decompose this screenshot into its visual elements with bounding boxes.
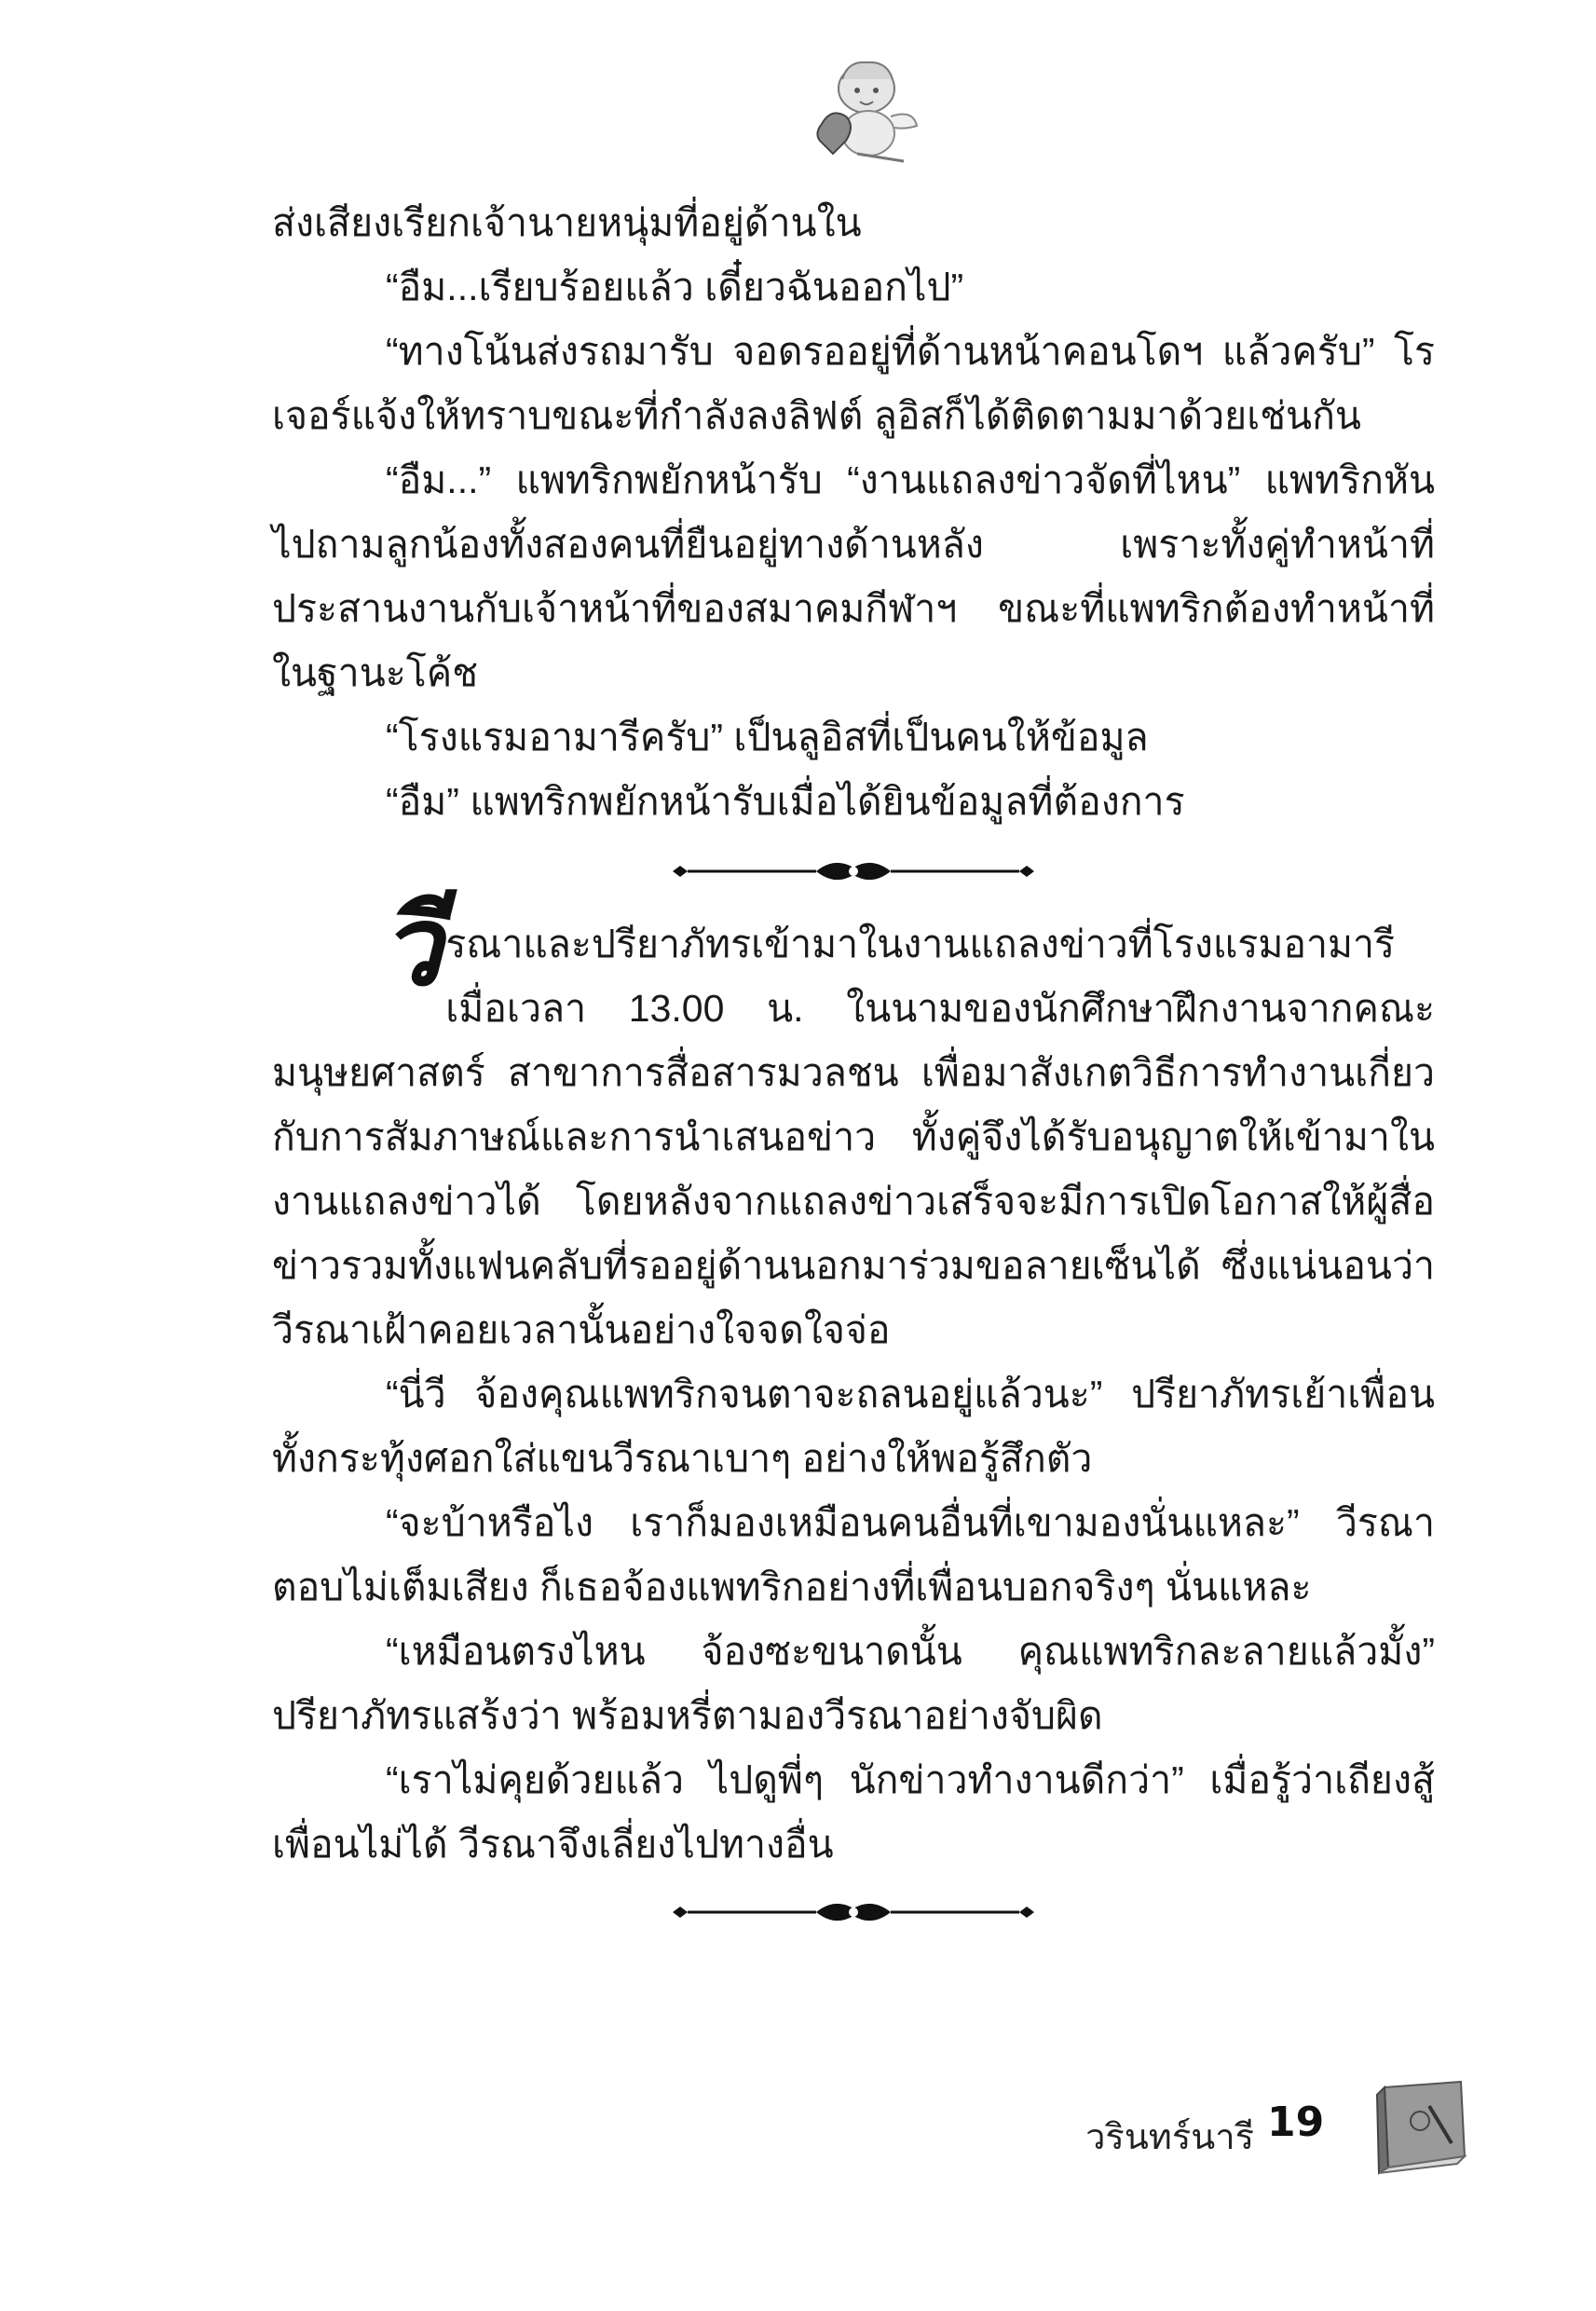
book-title: วรินทร์นารี [1085,2118,1254,2157]
paragraph: “อืม...” แพทริกพยักหน้ารับ “งานแถลงข่าวจัดที่ไหน” แพทริกหันไปถามลูกน้องทั้งสองคนที่ยืนอยู่ทางด้านหลัง เพราะทั้งคู่ทำหน้าที่ประสานงานกับเจ้าหน้าที่ของสมาคมกีฬาฯ ขณะที่แพทริกต้องทำหน้าที่ในฐานะโค้ช [272,458,1435,694]
paragraph: “อืม” แพทริกพยักหน้ารับเมื่อได้ยินข้อมูลที่ต้องการ [386,780,1185,823]
paragraph: ส่งเสียงเรียกเจ้านายหนุ่มที่อยู่ด้านใน [272,201,862,244]
section-divider [272,834,1435,912]
paragraph-text: รณาและปรียาภัทรเข้ามาในงานแถลงข่าวที่โรงแรมอามารีเมื่อเวลา 13.00 น. ในนามของนักศึกษาฝึกงานจากคณะมนุษยศาสตร์ สาขาการสื่อสารมวลชน เพื่อมาสังเกตวิธีการทำงานเกี่ยวกับการสัมภาษณ์และการนำเสนอข่าว ทั้งคู่จึงได้รับอนุญาตให้เข้ามาในงานแถลงข่าวได้ โดยหลังจากแถลงข่าวเสร็จจะมีการเปิดโอกาสให้ผู้สื่อข่าวรวมทั้งแฟนคลับที่รออยู่ด้านนอกมาร่วมขอลายเซ็นได้ ซึ่งแน่นอนว่าวีรณาเฝ้าคอยเวลานั้นอย่างใจจดใจจ่อ [272,923,1435,1351]
paragraph: “จะบ้าหรือไง เราก็มองเหมือนคนอื่นที่เขามองนั่นแหละ” วีรณาตอบไม่เต็มเสียง ก็เธอจ้องแพทริกอย่างที่เพื่อนบอกจริงๆ นั่นแหละ [272,1501,1435,1608]
paragraph: “เราไม่คุยด้วยแล้ว ไปดูพี่ๆ นักข่าวทำงานดีกว่า” เมื่อรู้ว่าเถียงสู้เพื่อนไม่ได้ วีรณาจึงเลี่ยงไปทางอื่น [272,1758,1435,1866]
paragraph: “โรงแรมอามารีครับ” เป็นลูอิสที่เป็นคนให้ข้อมูล [386,716,1149,759]
drop-cap: วี [380,882,443,1010]
paragraph [272,882,1435,1362]
ornamental-divider-icon [667,851,1040,892]
paragraph: “ทางโน้นส่งรถมารับ จอดรออยู่ที่ด้านหน้าคอนโดฯ แล้วครับ” โรเจอร์แจ้งให้ทราบขณะที่กำลังลงลิฟต์ ลูอิสก็ได้ติดตามมาด้วยเช่นกัน [272,330,1435,437]
book-icon [1368,2078,1470,2177]
cherub-with-heart-icon [801,51,922,163]
paragraph: “นี่วี จ้องคุณแพทริกจนตาจะถลนอยู่แล้วนะ” ปรียาภัทรเย้าเพื่อน ทั้งกระทุ้งศอกใส่แขนวีรณาเบาๆ อย่างให้พอรู้สึกตัว [272,1373,1435,1480]
page-number: 19 [1267,2099,1325,2146]
section-divider [272,1877,1435,1955]
paragraph: “เหมือนตรงไหน จ้องซะขนาดนั้น คุณแพทริกละลายแล้วมั้ง” ปรียาภัทรแสร้งว่า พร้อมหรี่ตามองวีรณาอย่างจับผิด [272,1630,1435,1737]
paragraph: “อืม...เรียบร้อยแล้ว เดี๋ยวฉันออกไป” [386,266,964,308]
ornamental-divider-icon [667,1892,1040,1933]
body-text [272,191,1435,1955]
